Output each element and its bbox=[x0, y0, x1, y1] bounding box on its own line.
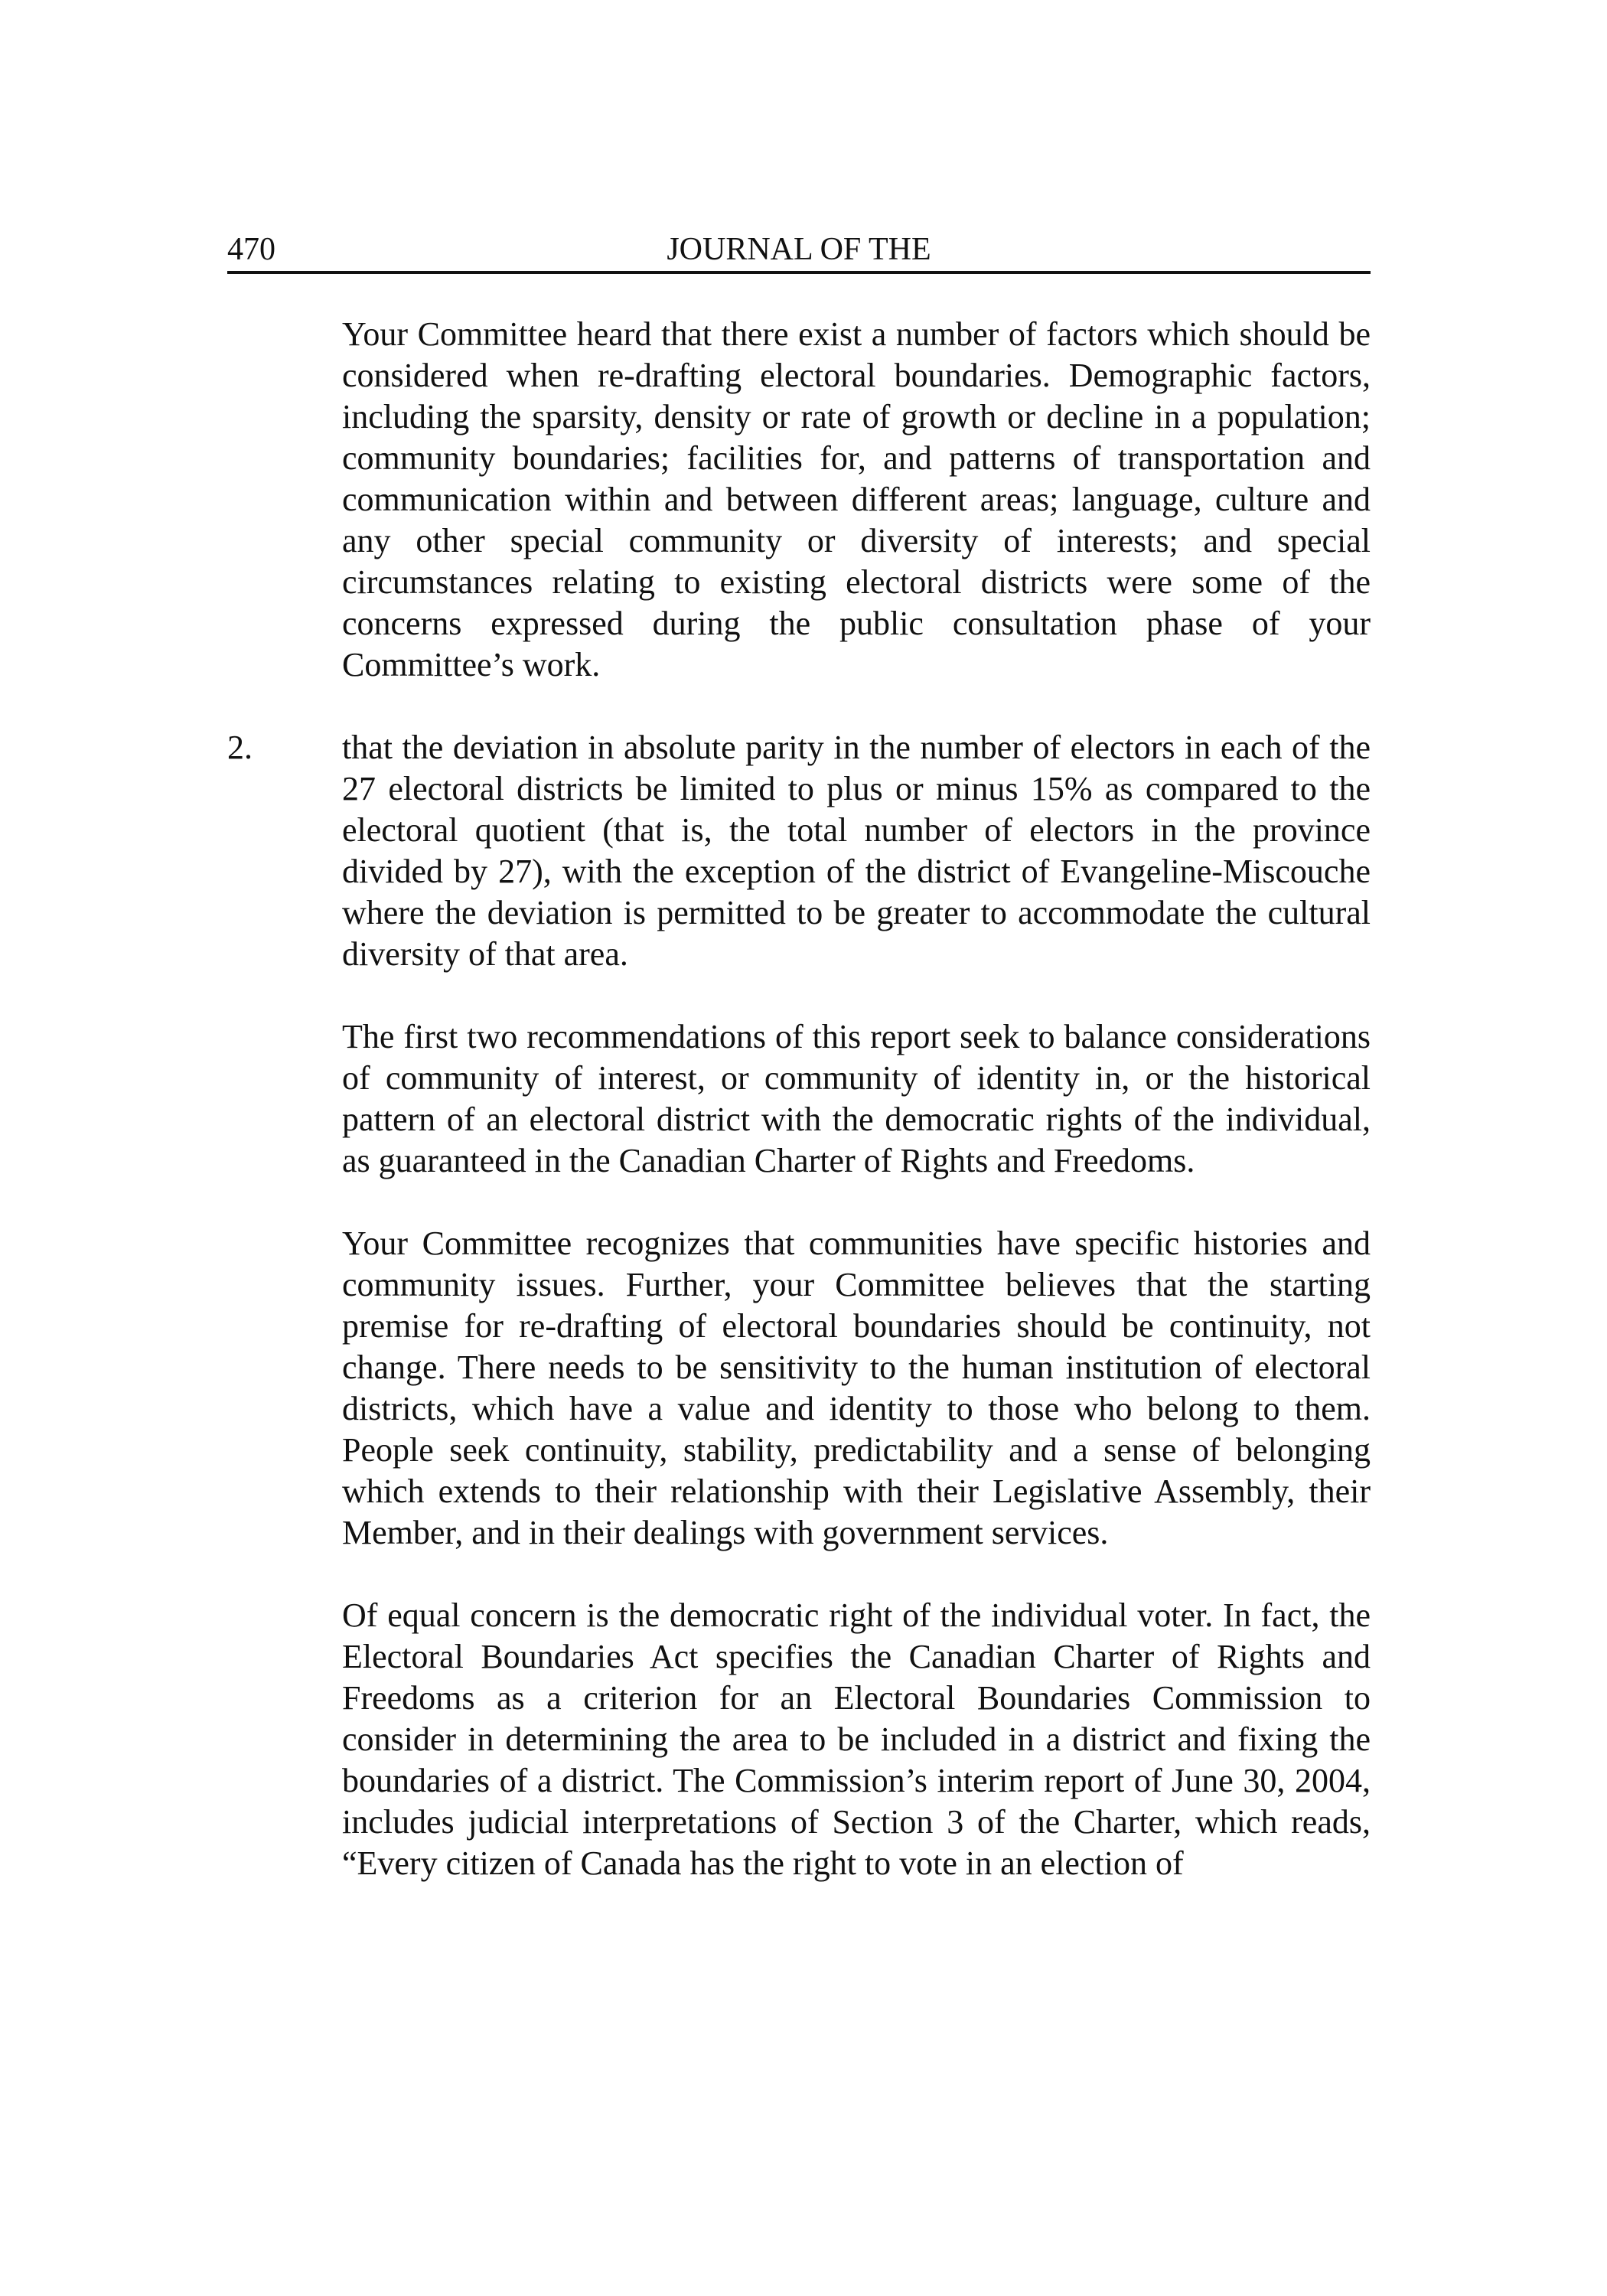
body-paragraph-democratic-right: Of equal concern is the democratic right of the individual voter. In fact, the Electoral Boundaries Act specifies the Canadian Charter of Rights and Freedoms as a criterion for an Electoral Boundaries Commission to consider in determining the area to be included in a district and fixing the boundaries of a district. The Commission’s interim report of June 30, 2004, includes judicial interpretations of Section 3 of the Charter, which reads, “Every citizen of Canada has the right to vote in an election of bbox=[342, 1596, 1371, 1882]
item-number: 2. bbox=[227, 729, 253, 766]
running-head: JOURNAL OF THE bbox=[667, 232, 931, 267]
recommendation-item-2 bbox=[227, 727, 1371, 975]
body-paragraph-continuity: Your Committee recognizes that communities have specific histories and community issues. Further, your Committee believes that the starting premise for re-drafting of electoral boundaries should be continuity, not change. There needs to be sensitivity to the human institution of electoral districts, which have a value and identity to those who belong to them. People seek continuity, stability, predictability and a sense of belonging which extends to their relationship with their Legislative Assembly, their Member, and in their dealings with government services. bbox=[342, 1225, 1371, 1551]
body-paragraph-factors: Your Committee heard that there exist a number of factors which should be considered when re-drafting electoral boundaries. Demographic factors, including the sparsity, density or rate of growth or decline in a population; community boundaries; facilities for, and patterns of transportation and communication within and between different areas; language, culture and any other special community or diversity of interests; and special circumstances relating to existing electoral districts were some of the concerns expressed during the public consultation phase of your Committee’s work. bbox=[342, 315, 1371, 683]
page-header bbox=[227, 228, 1371, 274]
document-body bbox=[227, 314, 1371, 1884]
page-number: 470 bbox=[227, 232, 275, 267]
body-paragraph-recommendations: The first two recommendations of this report seek to balance considerations of community of interest, or community of identity in, or the historical pattern of an electoral district with the democratic rights of the individual, as guaranteed in the Canadian Charter of Rights and Freedoms. bbox=[342, 1018, 1371, 1179]
item-text: that the deviation in absolute parity in the number of electors in each of the 27 electoral districts be limited to plus or minus 15% as compared to the electoral quotient (that is, the total number of electors in the province divided by 27), with the exception of the district of Evangeline-Miscouche where the deviation is permitted to be greater to accommodate the cultural diversity of that area. bbox=[342, 729, 1371, 973]
